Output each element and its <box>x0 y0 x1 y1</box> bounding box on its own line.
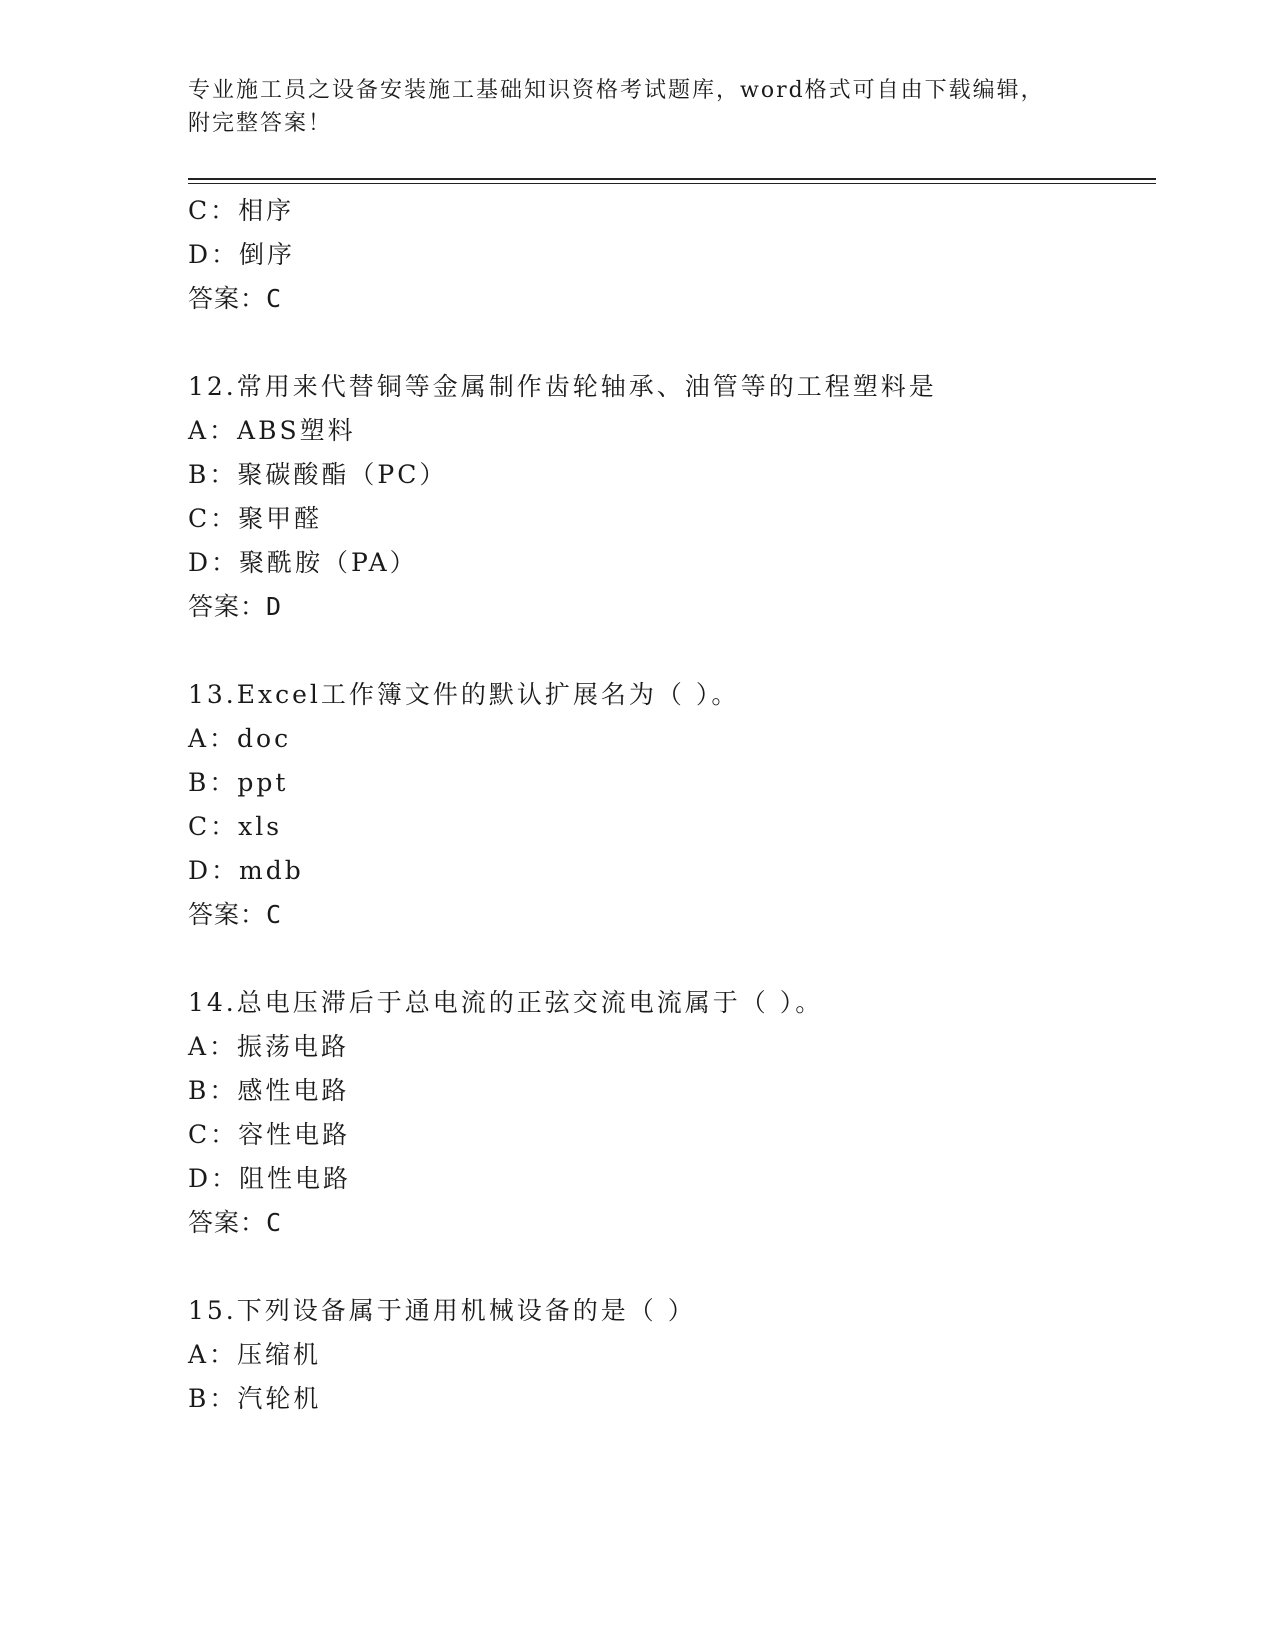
option-line: A：doc <box>188 724 292 753</box>
question-stem: 15.下列设备属于通用机械设备的是（ ） <box>188 1296 696 1325</box>
option-line: D：mdb <box>188 856 304 885</box>
option-line: A：ABS塑料 <box>188 416 356 445</box>
option-line: B：聚碳酸酯（PC） <box>188 460 448 489</box>
question-stem: 12.常用来代替铜等金属制作齿轮轴承、油管等的工程塑料是 <box>188 372 937 401</box>
question-stem: 14.总电压滞后于总电流的正弦交流电流属于（ ）。 <box>188 988 824 1017</box>
answer-line: 答案：D <box>188 592 283 621</box>
answer-line: 答案：C <box>188 900 283 929</box>
header-divider-thick <box>188 178 1156 180</box>
option-line: B：感性电路 <box>188 1076 350 1105</box>
option-line: D：聚酰胺（PA） <box>188 548 418 577</box>
option-line: B：ppt <box>188 768 289 797</box>
option-line: D：倒序 <box>188 240 296 269</box>
option-line: B：汽轮机 <box>188 1384 322 1413</box>
option-line: C：容性电路 <box>188 1120 351 1149</box>
option-line: C：相序 <box>188 196 295 225</box>
answer-line: 答案：C <box>188 1208 283 1237</box>
option-line: A：压缩机 <box>188 1340 322 1369</box>
document-header: 专业施工员之设备安装施工基础知识资格考试题库，word格式可自由下载编辑， 附完整答案！ <box>188 78 1045 136</box>
header-divider-thin <box>188 183 1156 184</box>
option-line: A：振荡电路 <box>188 1032 350 1061</box>
question-stem: 13.Excel工作簿文件的默认扩展名为（ ）。 <box>188 680 740 709</box>
answer-line: 答案：C <box>188 284 283 313</box>
option-line: C：聚甲醛 <box>188 504 323 533</box>
option-line: C：xls <box>188 812 283 841</box>
option-line: D：阻性电路 <box>188 1164 352 1193</box>
